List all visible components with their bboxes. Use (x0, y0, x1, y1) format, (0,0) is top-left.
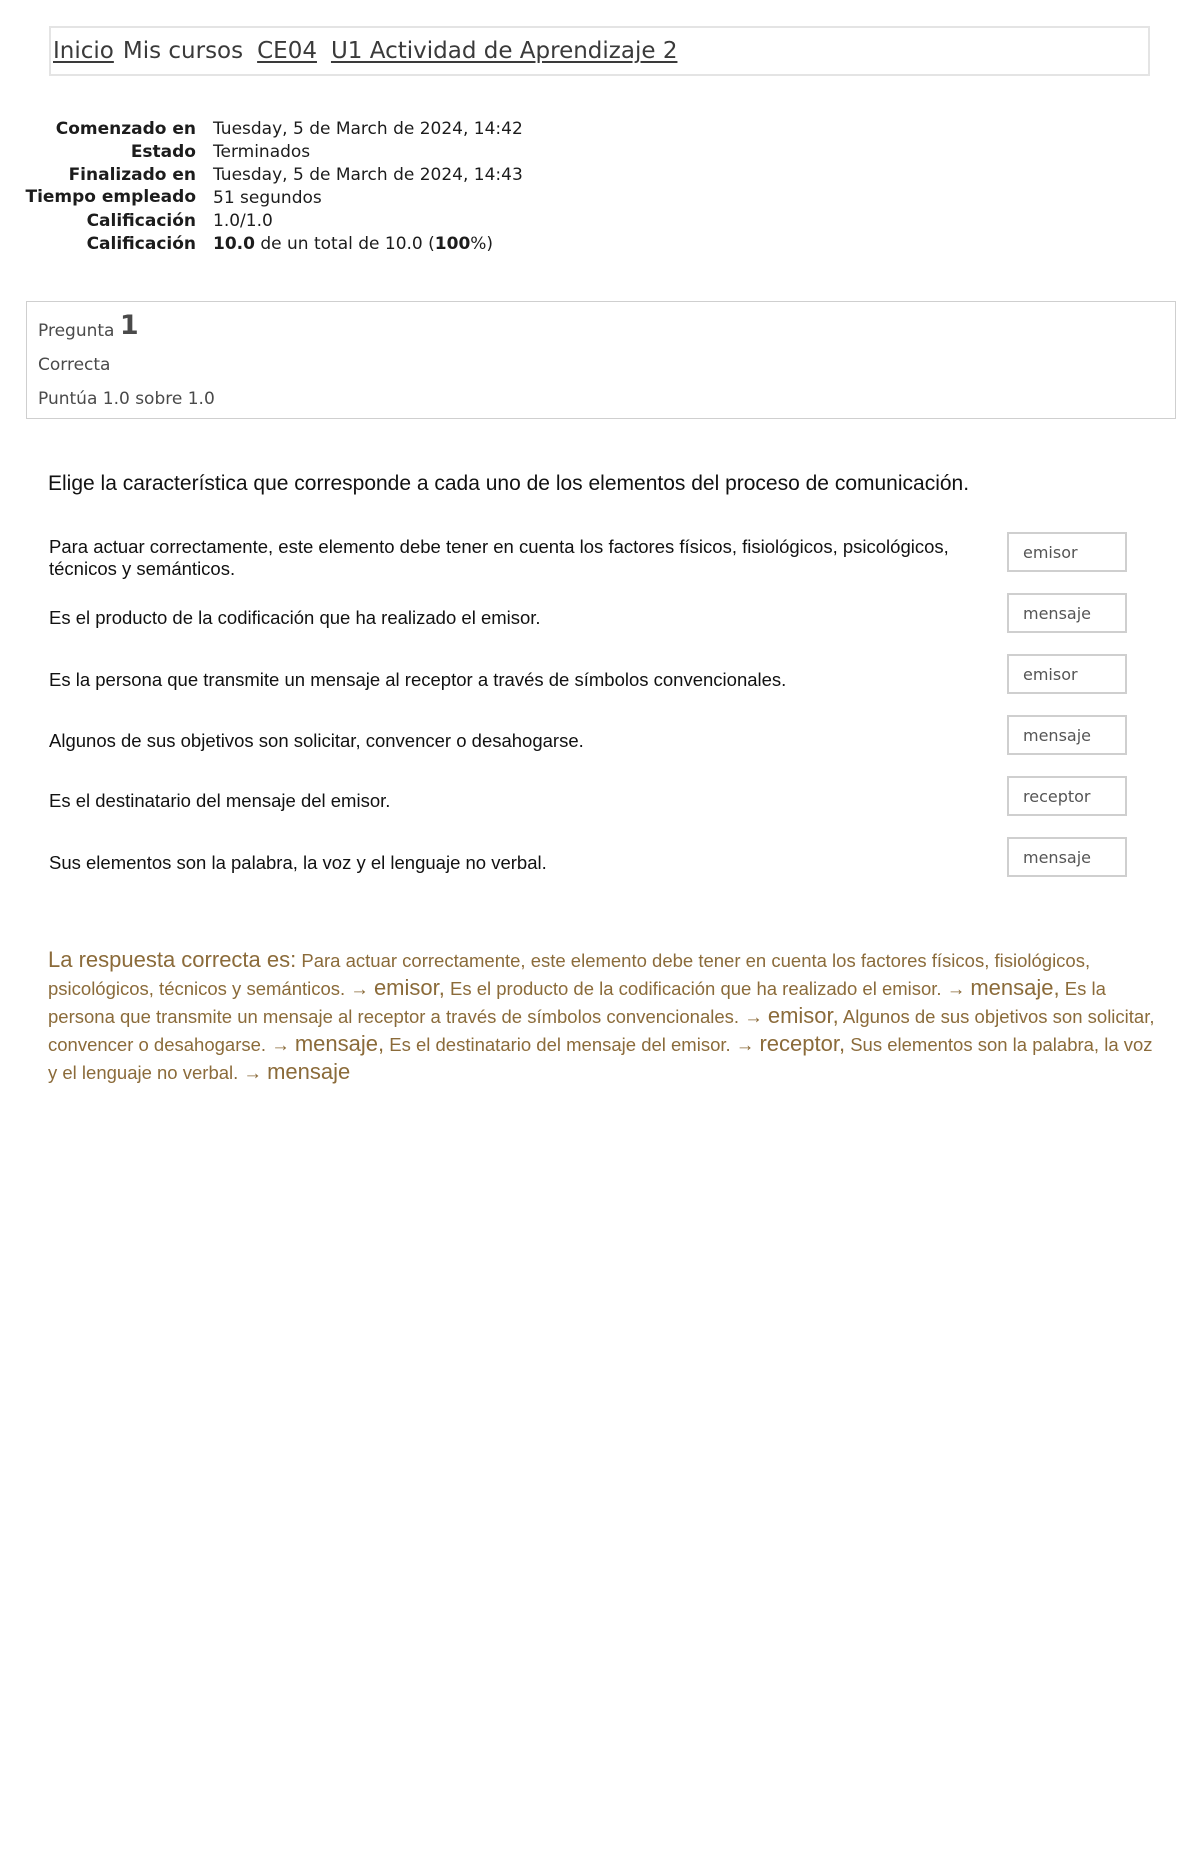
feedback-text: Es la persona que transmite un mensaje al receptor a través de símbolos convencionales. (48, 978, 1106, 1027)
feedback-arrow: → (735, 1034, 755, 1055)
question-points: Puntúa 1.0 sobre 1.0 (38, 389, 215, 409)
summary-label: Calificación (86, 211, 196, 231)
feedback-text: Para actuar correctamente, este elemento debe tener en cuenta los factores físicos, fisiológicos, psicológicos, técnicos y semánticos. (48, 950, 1091, 999)
feedback-answer: emisor (373, 975, 439, 1000)
match-row-text: Es el destinatario del mensaje del emisor. (49, 790, 391, 811)
grade-middle: de un total de 10.0 ( (254, 234, 435, 254)
match-select[interactable]: emisor (1007, 532, 1127, 572)
feedback-text: Sus elementos son la palabra, la voz y el lenguaje no verbal. (48, 1034, 1153, 1083)
breadcrumb-mis-cursos: Mis cursos (122, 38, 244, 64)
grade-percent: 100 (434, 234, 471, 254)
feedback-answer: receptor (759, 1031, 839, 1056)
match-select[interactable]: mensaje (1007, 715, 1127, 755)
grade-end: %) (470, 234, 494, 254)
summary-label: Comenzado en (55, 119, 196, 139)
feedback-answer: mensaje (267, 1059, 351, 1084)
match-select[interactable]: emisor (1007, 654, 1127, 694)
summary-label: Finalizado en (68, 165, 196, 185)
feedback-heading: La respuesta correcta es: (48, 947, 297, 972)
match-select[interactable]: mensaje (1007, 593, 1127, 633)
feedback-arrow: → (744, 1006, 763, 1027)
feedback-arrow: → (243, 1062, 262, 1083)
feedback-text: Es el destinatario del mensaje del emisor. (389, 1034, 731, 1055)
summary-grade-value (213, 233, 493, 256)
summary-value: 51 segundos (213, 188, 322, 208)
breadcrumb (49, 26, 1150, 76)
grade-score: 10.0 (213, 234, 255, 254)
question-prompt: Elige la característica que corresponde a cada uno de los elementos del proceso de comunicación. (48, 472, 970, 495)
feedback-separator: , (438, 975, 445, 1000)
summary-row-finished (20, 164, 560, 187)
match-select[interactable]: receptor (1007, 776, 1127, 816)
summary-value: Tuesday, 5 de March de 2024, 14:42 (213, 119, 523, 139)
breadcrumb-course-link[interactable]: CE04 (257, 38, 317, 64)
feedback-answer: mensaje (970, 975, 1054, 1000)
summary-row-state (20, 141, 560, 164)
match-select[interactable]: mensaje (1007, 837, 1127, 877)
feedback-answer: mensaje (294, 1031, 378, 1056)
feedback-separator: , (1053, 975, 1060, 1000)
match-row-text: Para actuar correctamente, este elemento debe tener en cuenta los factores físicos, fisiológicos, psicológicos, técnicos y semánticos. (49, 536, 949, 579)
feedback-separator: , (832, 1003, 839, 1028)
question-status: Correcta (38, 355, 111, 375)
summary-row-grade (20, 233, 560, 256)
question-number-line (38, 311, 1164, 341)
feedback-text: Es el producto de la codificación que ha realizado el emisor. (450, 978, 942, 999)
summary-row-time (20, 187, 560, 210)
correct-answer-feedback (48, 946, 1158, 1086)
feedback-separator: , (377, 1031, 385, 1056)
feedback-separator: , (838, 1031, 846, 1056)
summary-value: Tuesday, 5 de March de 2024, 14:43 (213, 165, 523, 185)
summary-row-started (20, 118, 560, 141)
match-row-text: Es el producto de la codificación que ha realizado el emisor. (49, 607, 541, 628)
summary-value: 1.0/1.0 (213, 211, 273, 231)
feedback-arrow: → (350, 978, 369, 999)
match-row-text: Sus elementos son la palabra, la voz y el lenguaje no verbal. (49, 852, 547, 873)
match-row-text: Algunos de sus objetivos son solicitar, convencer o desahogarse. (49, 730, 584, 751)
feedback-answer: emisor (767, 1003, 833, 1028)
question-info-box (26, 301, 1176, 419)
breadcrumb-activity-link[interactable]: U1 Actividad de Aprendizaje 2 (330, 38, 678, 64)
summary-value: Terminados (213, 142, 311, 162)
breadcrumb-inicio-link[interactable]: Inicio (53, 38, 114, 64)
question-number: 1 (119, 310, 139, 341)
question-label: Pregunta (38, 321, 115, 341)
summary-label: Estado (130, 142, 196, 162)
attempt-summary (20, 118, 560, 256)
summary-row-marks (20, 210, 560, 233)
feedback-arrow: → (946, 978, 966, 999)
feedback-arrow: → (271, 1034, 290, 1055)
summary-label: Tiempo empleado (25, 187, 196, 207)
feedback-text: Algunos de sus objetivos son solicitar, convencer o desahogarse. (48, 1006, 1155, 1055)
match-row-text: Es la persona que transmite un mensaje al receptor a través de símbolos convencionales. (49, 669, 787, 690)
summary-label: Calificación (86, 234, 196, 254)
